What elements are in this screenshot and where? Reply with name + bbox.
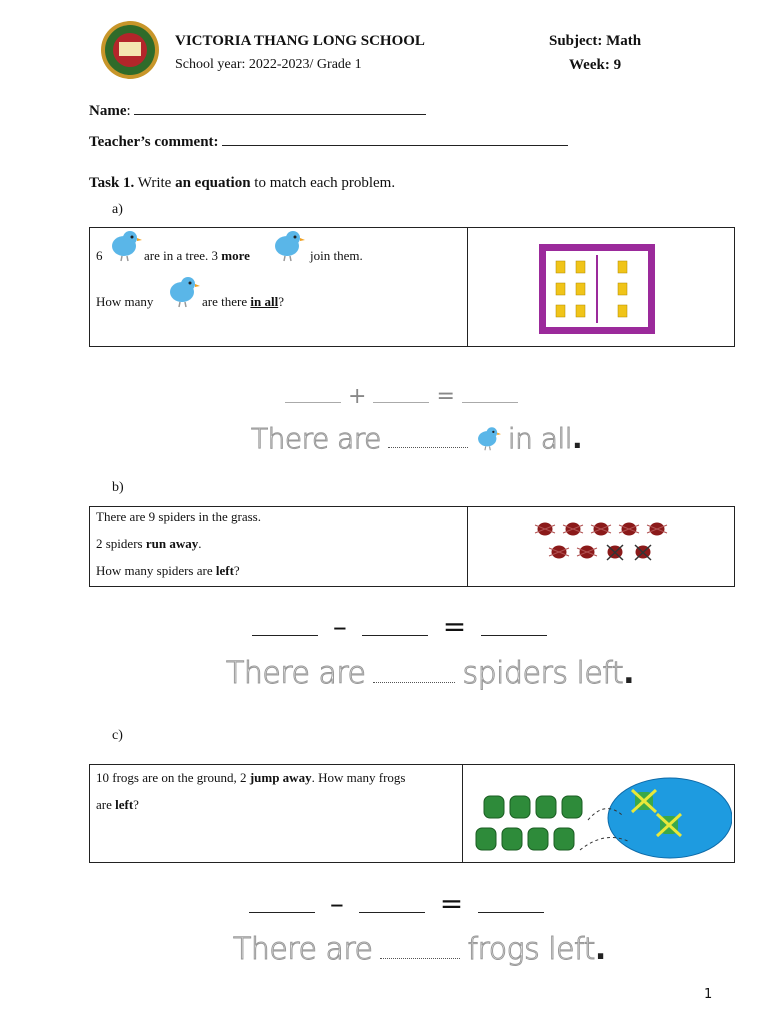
problem-b-l2pre: 2 spiders — [96, 536, 146, 551]
answer-a1[interactable] — [285, 380, 341, 403]
sentence-c-post: frogs left — [467, 932, 595, 967]
name-label: Name — [89, 103, 127, 119]
equals-sign: = — [442, 610, 467, 643]
answer-a2[interactable] — [373, 380, 429, 403]
school-year: School year: 2022-2023/ Grade 1 — [175, 57, 362, 72]
problem-a-q: How many — [96, 294, 154, 309]
problem-a-num: 6 — [96, 248, 103, 263]
task-text-end: to match each problem. — [250, 175, 396, 191]
problem-a-t1 — [144, 248, 250, 264]
equation-a — [285, 380, 518, 409]
sentence-a — [251, 422, 583, 459]
crayons-picture — [538, 243, 656, 340]
task-title: Task 1. — [89, 175, 135, 191]
problem-b-line1: There are 9 spiders in the grass. — [96, 509, 261, 524]
sentence-b-post: spiders left — [462, 656, 624, 691]
sentence-a-post: in all — [507, 422, 573, 455]
problem-c-l2pre: are — [96, 797, 116, 812]
sentence-a-period: . — [572, 422, 583, 455]
problem-c-line1 — [96, 770, 405, 786]
school-logo — [100, 20, 160, 80]
answer-b2[interactable] — [362, 611, 428, 636]
bird-icon — [166, 274, 200, 313]
spiders-picture — [533, 517, 673, 572]
bird-icon — [271, 228, 305, 267]
equals-sign: = — [436, 384, 455, 409]
problem-b-line3 — [96, 563, 240, 579]
problem-a-qend: ? — [278, 294, 284, 309]
sentence-b — [226, 656, 635, 691]
sentence-c-pre: There are — [233, 932, 373, 967]
school-name: VICTORIA THANG LONG SCHOOL — [175, 33, 425, 49]
part-c-label: c) — [112, 728, 123, 743]
problem-a-q2 — [202, 294, 284, 310]
problem-c-l1pre: 10 frogs are on the ground, 2 — [96, 770, 250, 785]
task-text: Write — [134, 175, 176, 191]
frogs-picture — [470, 770, 732, 865]
sentence-c-period: . — [594, 932, 607, 967]
sentence-b-period: . — [623, 656, 635, 691]
problem-c-l2end: ? — [133, 797, 139, 812]
problem-b-left: left — [215, 563, 234, 578]
comment-label: Teacher’s comment: — [89, 134, 219, 150]
page-number: 1 — [704, 987, 713, 1002]
problem-a-text1: are in a tree. 3 — [144, 248, 218, 263]
name-blank[interactable] — [134, 102, 426, 115]
comment-row — [89, 133, 568, 151]
task-instruction — [89, 175, 395, 192]
sentence-a-pre: There are — [251, 422, 381, 455]
subject: Subject: Math — [549, 33, 642, 49]
problem-b-box — [89, 506, 735, 587]
problem-c-line2 — [96, 797, 139, 813]
comment-blank[interactable] — [222, 133, 568, 146]
equation-c — [249, 887, 544, 920]
problem-a-t2: join them. — [310, 248, 363, 263]
sentence-b-pre: There are — [226, 656, 366, 691]
answer-b3[interactable] — [481, 611, 547, 636]
sentence-b-blank[interactable] — [373, 664, 455, 683]
name-row — [89, 102, 426, 120]
problem-b-runaway: run away — [145, 536, 199, 551]
problem-c-jumpaway: jump away — [249, 770, 312, 785]
answer-a3[interactable] — [462, 380, 518, 403]
part-b-label: b) — [112, 480, 124, 495]
answer-c1[interactable] — [249, 888, 315, 913]
problem-c-l1post: . How many frogs — [311, 770, 406, 785]
problem-b-l3pre: How many spiders are — [96, 563, 216, 578]
sentence-c-blank[interactable] — [380, 940, 460, 959]
minus-sign: – — [329, 887, 344, 920]
sentence-c — [233, 932, 606, 967]
problem-a-inall: in all — [250, 294, 279, 309]
equation-b — [252, 610, 547, 643]
bird-icon — [108, 228, 142, 267]
plus-sign: + — [348, 384, 367, 409]
bird-icon — [475, 425, 501, 459]
problem-b-line2 — [96, 536, 201, 552]
name-colon: : — [126, 103, 131, 119]
equals-sign: = — [439, 887, 464, 920]
problem-c-box — [89, 764, 735, 863]
answer-c2[interactable] — [359, 888, 425, 913]
sentence-a-blank[interactable] — [388, 429, 468, 448]
week: Week: 9 — [569, 57, 622, 73]
problem-b-l2end: . — [198, 536, 202, 551]
problem-a-box — [89, 227, 735, 347]
answer-c3[interactable] — [478, 888, 544, 913]
minus-sign: – — [332, 610, 347, 643]
task-bold: an equation — [175, 175, 251, 191]
problem-b-l3end: ? — [233, 563, 240, 578]
problem-c-left: left — [115, 797, 134, 812]
problem-a-more: more — [221, 248, 250, 263]
answer-b1[interactable] — [252, 611, 318, 636]
part-a-label: a) — [112, 202, 123, 217]
problem-a-qmid: are there — [202, 294, 248, 309]
